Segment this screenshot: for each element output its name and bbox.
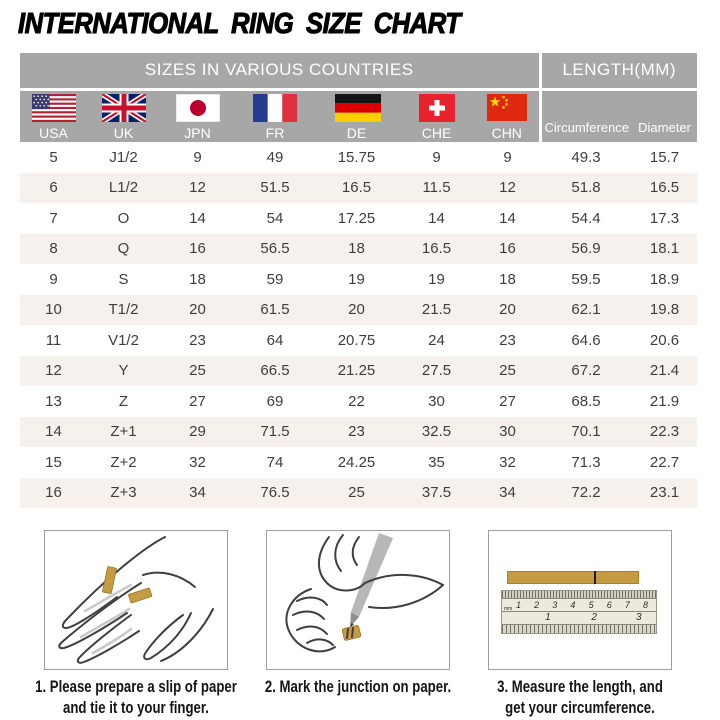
size-cell: 9 bbox=[432, 148, 441, 166]
size-cell: 7 bbox=[49, 209, 58, 227]
size-cell: 34 bbox=[189, 484, 206, 502]
size-cell: 18 bbox=[348, 240, 365, 258]
size-cell: 54.4 bbox=[571, 209, 601, 227]
size-cell: 21.4 bbox=[649, 362, 680, 380]
size-cell: 68.5 bbox=[571, 392, 601, 410]
ruler-number: 2 bbox=[591, 612, 597, 623]
size-cell: Q bbox=[117, 240, 130, 258]
size-cell: 16.5 bbox=[421, 240, 452, 258]
ruler-number: 1 bbox=[545, 612, 551, 623]
size-cell: 18 bbox=[189, 270, 206, 288]
size-cell: 23.1 bbox=[649, 484, 680, 502]
column-header-circumference bbox=[540, 89, 632, 142]
sizes-group-header: SIZES IN VARIOUS COUNTRIES bbox=[20, 53, 540, 89]
size-cell: 16.5 bbox=[649, 179, 680, 197]
size-cell: 30 bbox=[428, 392, 445, 410]
column-header-usa bbox=[20, 89, 87, 142]
ruler-number: 5 bbox=[588, 600, 594, 610]
ruler-number: 1 bbox=[516, 600, 522, 610]
mark-junction-illustration bbox=[266, 530, 450, 670]
ruler-number: 2 bbox=[534, 600, 540, 610]
size-cell: 14 bbox=[428, 209, 445, 227]
measurement-instructions bbox=[35, 530, 672, 718]
size-cell: 15.75 bbox=[337, 148, 376, 166]
country-code-label: JPN bbox=[184, 124, 211, 141]
size-cell: 13 bbox=[45, 392, 62, 410]
size-cell: 49 bbox=[266, 148, 284, 166]
size-table-body bbox=[20, 142, 697, 508]
size-cell: T1/2 bbox=[108, 301, 139, 319]
size-cell: 12 bbox=[189, 179, 206, 197]
size-cell: 18.9 bbox=[649, 270, 680, 288]
caption-line: get your circumference. bbox=[505, 698, 655, 717]
size-cell: 11.5 bbox=[422, 179, 451, 197]
country-code-label: CHN bbox=[491, 124, 522, 141]
size-cell: Z bbox=[118, 392, 129, 410]
size-cell: 16 bbox=[499, 240, 516, 258]
ruler-measurement-illustration bbox=[488, 530, 672, 670]
ruler-cm-scale bbox=[502, 599, 656, 612]
size-cell: O bbox=[117, 209, 130, 227]
size-cell: V1/2 bbox=[108, 331, 139, 349]
size-cell: 14 bbox=[189, 209, 206, 227]
size-cell: 56.5 bbox=[260, 240, 290, 258]
instruction-step-1 bbox=[35, 530, 237, 718]
size-cell: 30 bbox=[499, 423, 516, 441]
size-cell: 17.25 bbox=[337, 209, 376, 227]
column-header-diameter bbox=[632, 89, 697, 142]
size-cell: 21.5 bbox=[421, 301, 452, 319]
size-cell: 20 bbox=[348, 301, 365, 319]
column-header-row bbox=[20, 89, 697, 142]
country-code-label: UK bbox=[113, 124, 134, 141]
column-header-jpn bbox=[160, 89, 235, 142]
hand-with-paper-illustration bbox=[44, 530, 228, 670]
size-cell: 22.7 bbox=[649, 453, 680, 471]
table-row bbox=[20, 295, 697, 326]
country-code-label: DE bbox=[346, 124, 367, 141]
france-flag-icon bbox=[253, 94, 297, 122]
size-cell: 69 bbox=[266, 392, 284, 410]
size-cell: 27 bbox=[499, 392, 516, 410]
instruction-step-2 bbox=[266, 530, 450, 718]
size-cell: 56.9 bbox=[571, 240, 601, 258]
instruction-caption-2 bbox=[254, 677, 462, 698]
ruler-number: 4 bbox=[570, 600, 576, 610]
china-flag-icon bbox=[485, 94, 529, 122]
size-cell: J1/2 bbox=[109, 148, 138, 166]
size-cell: 20 bbox=[189, 301, 206, 319]
size-cell: 59 bbox=[266, 270, 284, 288]
size-cell: 72.2 bbox=[571, 484, 601, 502]
group-header-row bbox=[20, 53, 697, 89]
size-cell: 29 bbox=[189, 423, 206, 441]
size-cell: 18 bbox=[499, 270, 516, 288]
table-row bbox=[20, 234, 697, 265]
size-cell: 19.8 bbox=[649, 301, 680, 319]
size-cell: 12 bbox=[45, 362, 62, 380]
size-cell: 49.3 bbox=[571, 148, 601, 166]
size-cell: 22 bbox=[348, 392, 365, 410]
germany-flag-icon bbox=[335, 94, 379, 122]
size-cell: Y bbox=[118, 362, 129, 380]
size-cell: 22.3 bbox=[649, 423, 680, 441]
size-cell: 64.6 bbox=[571, 331, 601, 349]
caption-line: 3. Measure the length, and bbox=[497, 678, 663, 696]
table-row bbox=[20, 264, 697, 295]
ruler-number: 6 bbox=[606, 600, 612, 610]
caption-line: 2. Mark the junction on paper. bbox=[264, 678, 452, 696]
size-cell: 21.25 bbox=[337, 362, 376, 380]
table-row bbox=[20, 478, 697, 509]
size-cell: 25 bbox=[499, 362, 516, 380]
switzerland-flag-icon bbox=[415, 94, 459, 122]
ruler-number: 7 bbox=[624, 600, 630, 610]
size-cell: 61.5 bbox=[260, 301, 290, 319]
size-cell: 19 bbox=[428, 270, 445, 288]
size-cell: 8 bbox=[49, 240, 58, 258]
table-row bbox=[20, 173, 697, 204]
ruler-icon bbox=[501, 590, 657, 634]
country-code-label: USA bbox=[39, 124, 68, 141]
size-cell: 74 bbox=[266, 453, 284, 471]
ruler-top-ticks bbox=[502, 591, 656, 599]
usa-flag-icon bbox=[32, 94, 76, 122]
ruler-number: 8 bbox=[642, 600, 648, 610]
size-cell: S bbox=[118, 270, 129, 288]
size-cell: 51.5 bbox=[260, 179, 290, 197]
table-row bbox=[20, 203, 697, 234]
size-cell: 24.25 bbox=[337, 453, 376, 471]
size-cell: 14 bbox=[499, 209, 516, 227]
size-cell: 11 bbox=[45, 331, 62, 349]
size-cell: 66.5 bbox=[260, 362, 290, 380]
table-row bbox=[20, 356, 697, 387]
ruler-unit-label: mm bbox=[504, 606, 513, 612]
caption-line: and tie it to your finger. bbox=[63, 698, 209, 717]
size-cell: 59.5 bbox=[571, 270, 601, 288]
size-cell: 23 bbox=[189, 331, 206, 349]
hand-sketch-icon bbox=[45, 531, 228, 670]
size-cell: 6 bbox=[49, 179, 58, 197]
size-cell: 15.7 bbox=[649, 148, 680, 166]
size-cell: 32 bbox=[189, 453, 206, 471]
size-cell: 70.1 bbox=[571, 423, 601, 441]
size-cell: 32.5 bbox=[421, 423, 452, 441]
caption-line: 1. Please prepare a slip of paper bbox=[35, 678, 237, 696]
size-cell: 34 bbox=[499, 484, 516, 502]
size-cell: 32 bbox=[499, 453, 516, 471]
country-code-label: FR bbox=[265, 124, 285, 141]
size-cell: 17.3 bbox=[649, 209, 680, 227]
size-cell: 71.3 bbox=[571, 453, 601, 471]
size-cell: 9 bbox=[49, 270, 58, 288]
table-row bbox=[20, 142, 697, 173]
country-code-label: CHE bbox=[421, 124, 452, 141]
column-header-de bbox=[315, 89, 398, 142]
size-cell: 9 bbox=[503, 148, 512, 166]
size-cell: Z+2 bbox=[110, 453, 137, 471]
size-cell: 25 bbox=[348, 484, 365, 502]
size-cell: 51.8 bbox=[571, 179, 601, 197]
size-cell: 35 bbox=[428, 453, 445, 471]
size-cell: 67.2 bbox=[571, 362, 601, 380]
size-cell: 24 bbox=[428, 331, 445, 349]
size-cell: 16 bbox=[189, 240, 206, 258]
instruction-caption-1 bbox=[32, 677, 240, 718]
instruction-step-3 bbox=[488, 530, 672, 718]
size-cell: 25 bbox=[189, 362, 206, 380]
size-cell: 5 bbox=[49, 148, 58, 166]
size-cell: 16 bbox=[45, 484, 62, 502]
size-cell: 9 bbox=[193, 148, 202, 166]
size-cell: 27.5 bbox=[421, 362, 452, 380]
column-header-uk bbox=[87, 89, 160, 142]
table-row bbox=[20, 447, 697, 478]
size-cell: 23 bbox=[348, 423, 365, 441]
size-cell: L1/2 bbox=[108, 179, 139, 197]
size-cell: 20.6 bbox=[649, 331, 680, 349]
length-group-header: LENGTH(MM) bbox=[540, 53, 697, 89]
size-cell: 37.5 bbox=[421, 484, 452, 502]
junction-mark-icon bbox=[594, 571, 596, 584]
uk-flag-icon bbox=[102, 94, 146, 122]
size-cell: Z+3 bbox=[110, 484, 137, 502]
japan-flag-icon bbox=[176, 94, 220, 122]
size-cell: 16.5 bbox=[341, 179, 372, 197]
size-cell: 20 bbox=[499, 301, 516, 319]
instruction-caption-3 bbox=[476, 677, 684, 718]
ring-size-table bbox=[20, 53, 697, 508]
ruler-number: 3 bbox=[552, 600, 558, 610]
size-cell: 54 bbox=[266, 209, 284, 227]
table-row bbox=[20, 325, 697, 356]
size-cell: 12 bbox=[499, 179, 516, 197]
size-cell: 15 bbox=[45, 453, 62, 471]
length-column-label: Circumference bbox=[544, 120, 630, 135]
size-cell: 71.5 bbox=[260, 423, 290, 441]
size-cell: 21.9 bbox=[649, 392, 680, 410]
size-cell: 64 bbox=[266, 331, 284, 349]
table-row bbox=[20, 386, 697, 417]
size-cell: 20.75 bbox=[337, 331, 376, 349]
size-cell: 76.5 bbox=[260, 484, 290, 502]
paper-strip-icon bbox=[507, 571, 639, 584]
ruler-number: 3 bbox=[635, 612, 642, 623]
column-header-fr bbox=[235, 89, 315, 142]
column-header-che bbox=[398, 89, 475, 142]
size-cell: 62.1 bbox=[571, 301, 601, 319]
size-cell: 19 bbox=[348, 270, 365, 288]
table-row bbox=[20, 417, 697, 448]
size-cell: 18.1 bbox=[649, 240, 680, 258]
length-column-label: Diameter bbox=[638, 120, 691, 135]
size-cell: 14 bbox=[45, 423, 62, 441]
ruler-inch-scale bbox=[502, 612, 656, 624]
marking-hand-sketch-icon bbox=[267, 531, 450, 670]
size-cell: Z+1 bbox=[110, 423, 137, 441]
column-header-chn bbox=[475, 89, 540, 142]
size-cell: 10 bbox=[45, 301, 62, 319]
page-title: INTERNATIONAL RING SIZE CHART bbox=[18, 8, 461, 40]
size-cell: 27 bbox=[189, 392, 206, 410]
ruler-bottom-ticks bbox=[502, 624, 656, 633]
size-cell: 23 bbox=[499, 331, 516, 349]
